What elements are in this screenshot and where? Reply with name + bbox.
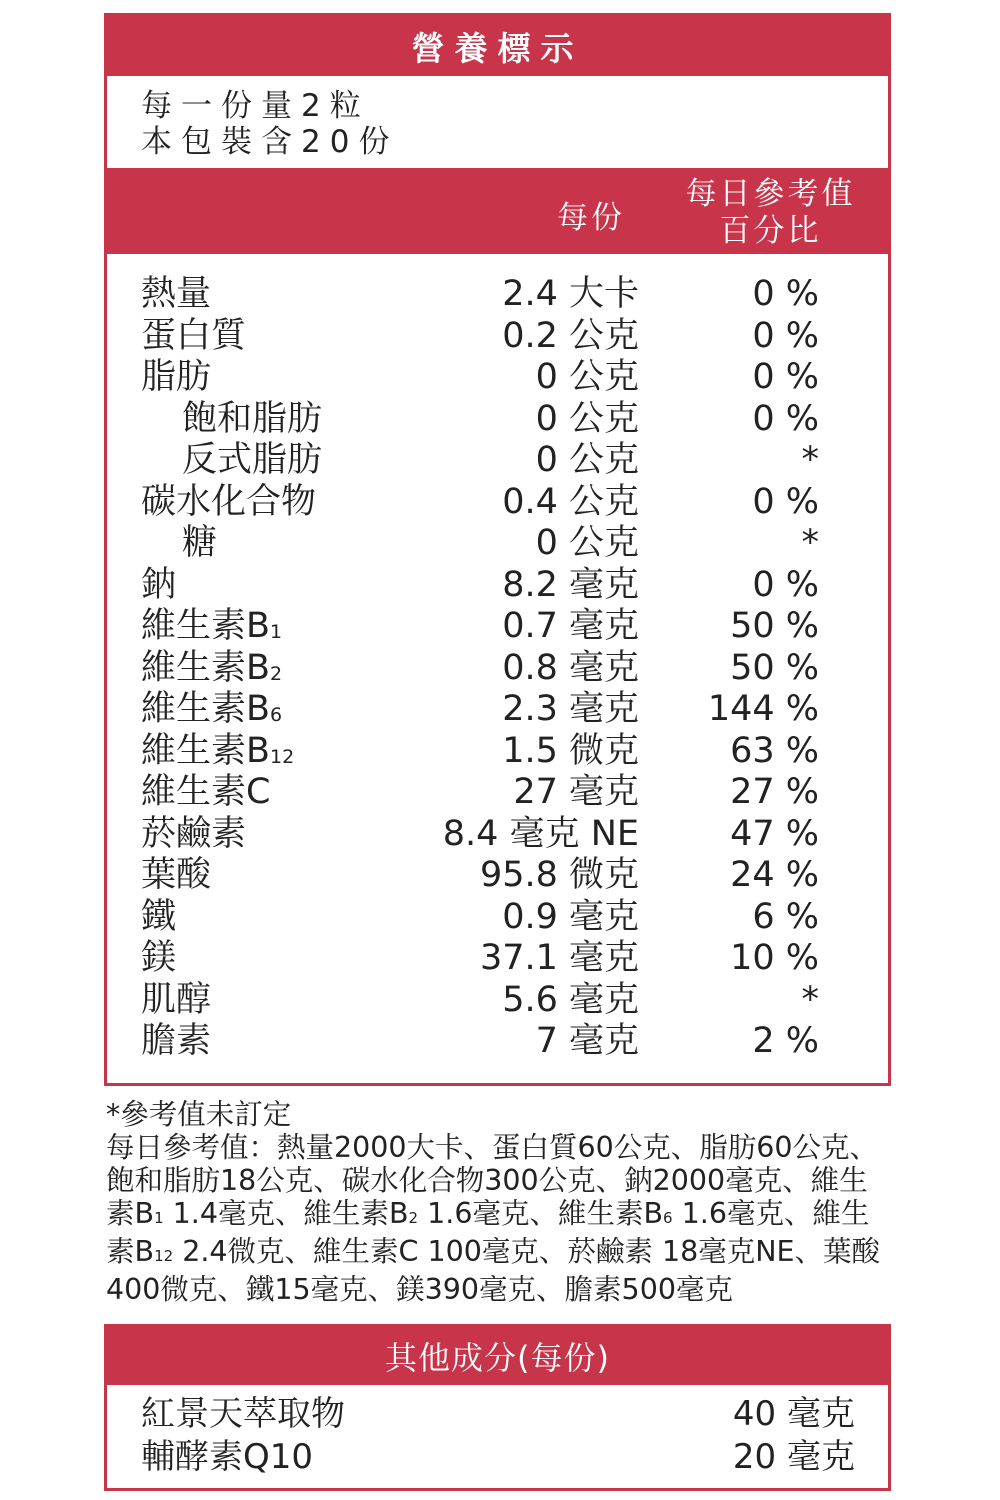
- nutrient-row: [107, 274, 888, 316]
- nutrient-daily-value: 10 %: [730, 938, 819, 978]
- nutrient-name: 菸鹼素: [141, 813, 247, 854]
- nutrient-row: [107, 1021, 888, 1063]
- nutrient-row: [107, 938, 888, 980]
- nutrient-daily-value: 2 %: [752, 1021, 819, 1061]
- per-serving-header: 每份: [557, 200, 625, 236]
- other-ingredients-panel: [104, 1324, 891, 1491]
- nutrient-row: [107, 772, 888, 814]
- nutrition-facts-panel: [104, 13, 891, 1086]
- nutrient-name: 反式脂肪: [182, 440, 323, 480]
- ingredient-name: 輔酵素Q10: [141, 1437, 314, 1477]
- nutrient-name: 脂肪: [141, 357, 212, 397]
- nutrient-amount: 0.4 公克: [502, 481, 639, 522]
- nutrient-name: 鐵: [141, 896, 177, 937]
- nutrient-daily-value: 0 %: [752, 357, 819, 397]
- nutrient-name: 維生素$B_{12}$: [141, 730, 295, 771]
- ingredient-name: 紅景天萃取物: [141, 1394, 345, 1434]
- nutrient-name: 肌醇: [141, 979, 212, 1020]
- nutrient-amount: 0 公克: [535, 398, 639, 439]
- daily-value-header-line2: 百分比: [719, 213, 822, 249]
- nutrient-name: 維生素$B_1$: [141, 606, 283, 646]
- nutrient-row: [107, 357, 888, 399]
- ingredient-amount: 40 毫克: [732, 1394, 855, 1434]
- nutrient-amount: 0.8 毫克: [502, 647, 639, 688]
- nutrient-daily-value: 0 %: [752, 315, 819, 356]
- nutrient-amount: 0.2 公克: [502, 315, 639, 356]
- nutrient-daily-value: 0 %: [752, 564, 819, 605]
- nutrient-row: [107, 523, 888, 565]
- footnote: [106, 1098, 896, 1306]
- nutrient-daily-value: 63 %: [730, 730, 819, 771]
- serving-info: [107, 76, 888, 168]
- nutrient-row: [107, 440, 888, 482]
- serving-size: 每一份量2粒: [141, 88, 370, 124]
- other-ingredient-row: [107, 1436, 888, 1479]
- nutrient-row: [107, 689, 888, 731]
- nutrient-row: [107, 897, 888, 939]
- nutrient-amount: 0 公克: [535, 357, 639, 397]
- nutrient-name: 蛋白質: [141, 315, 247, 356]
- nutrient-rows: [107, 274, 888, 1063]
- nutrient-daily-value: 47 %: [730, 813, 819, 854]
- nutrient-row: [107, 482, 888, 524]
- nutrient-daily-value: 0 %: [752, 398, 819, 439]
- other-ingredients-title: 其他成分(每份): [107, 1327, 888, 1385]
- nutrient-name: 熱量: [141, 274, 212, 314]
- other-ingredient-rows: [107, 1385, 888, 1479]
- nutrient-amount: 95.8 微克: [479, 855, 639, 895]
- nutrient-daily-value: 50 %: [730, 647, 819, 688]
- daily-value-header: [684, 176, 857, 250]
- ingredient-amount: 20 毫克: [732, 1437, 855, 1477]
- nutrient-row: [107, 565, 888, 607]
- nutrient-amount: 5.6 毫克: [502, 979, 639, 1020]
- nutrient-daily-value: 24 %: [730, 855, 819, 895]
- column-header-bar: [107, 168, 888, 254]
- nutrient-name: 維生素C: [141, 772, 271, 812]
- nutrient-amount: 0 公克: [535, 440, 639, 480]
- nutrient-name: 葉酸: [141, 855, 212, 895]
- nutrition-title: 營養標示: [107, 16, 888, 76]
- nutrient-amount: 8.4 毫克 NE: [442, 813, 639, 854]
- nutrient-row: [107, 855, 888, 897]
- nutrient-daily-value: 50 %: [730, 606, 819, 646]
- nutrient-name: 鎂: [141, 938, 177, 978]
- nutrient-daily-value: 144 %: [707, 689, 819, 729]
- nutrient-daily-value: 27 %: [730, 772, 819, 812]
- nutrient-row: [107, 316, 888, 358]
- reference-not-established-note: *參考值未訂定: [106, 1098, 292, 1131]
- nutrient-amount: 0 公克: [535, 523, 639, 563]
- nutrient-amount: 2.3 毫克: [502, 689, 639, 729]
- nutrient-row: [107, 731, 888, 773]
- nutrient-daily-value: 0 %: [752, 481, 819, 522]
- nutrient-daily-value: *: [801, 979, 819, 1020]
- nutrient-amount: 37.1 毫克: [479, 938, 639, 978]
- nutrient-amount: 1.5 微克: [502, 730, 639, 771]
- nutrient-row: [107, 648, 888, 690]
- nutrient-name: 飽和脂肪: [182, 398, 323, 439]
- nutrient-name: 糖: [182, 523, 218, 563]
- daily-reference-note: 每日參考值：熱量2000大卡、蛋白質60公克、脂肪60公克、飽和脂肪18公克、碳水化合物300公克、鈉2000毫克、維生素B1 1.4毫克、維生素B2 1.6毫克、維生素B6 1.6毫克、維生素B12 2.4微克、維生素C 100毫克、菸鹼素 18毫克NE、葉酸400微克、鐵15毫克、鎂390毫克、膽素500毫克: [106, 1131, 881, 1306]
- nutrient-name: 維生素$B_2$: [141, 647, 283, 688]
- other-ingredient-row: [107, 1393, 888, 1436]
- daily-value-header-line1: 每日參考值: [685, 176, 856, 212]
- nutrient-amount: 0.9 毫克: [502, 896, 639, 937]
- nutrient-daily-value: 0 %: [752, 274, 819, 314]
- nutrient-row: [107, 814, 888, 856]
- nutrient-row: [107, 606, 888, 648]
- nutrient-name: 鈉: [141, 564, 177, 605]
- nutrient-row: [107, 980, 888, 1022]
- nutrient-amount: 27 毫克: [513, 772, 639, 812]
- nutrient-amount: 0.7 毫克: [502, 606, 639, 646]
- nutrient-row: [107, 399, 888, 441]
- nutrient-amount: 2.4 大卡: [502, 274, 639, 314]
- nutrient-name: 碳水化合物: [141, 481, 317, 522]
- nutrient-amount: 7 毫克: [535, 1021, 639, 1061]
- servings-per-package: 本包裝含20份: [141, 124, 399, 160]
- nutrient-daily-value: 6 %: [752, 896, 819, 937]
- nutrient-amount: 8.2 毫克: [502, 564, 639, 605]
- nutrient-daily-value: *: [801, 523, 819, 563]
- nutrient-daily-value: *: [801, 440, 819, 480]
- nutrient-name: 維生素$B_6$: [141, 689, 283, 729]
- nutrient-name: 膽素: [141, 1021, 212, 1061]
